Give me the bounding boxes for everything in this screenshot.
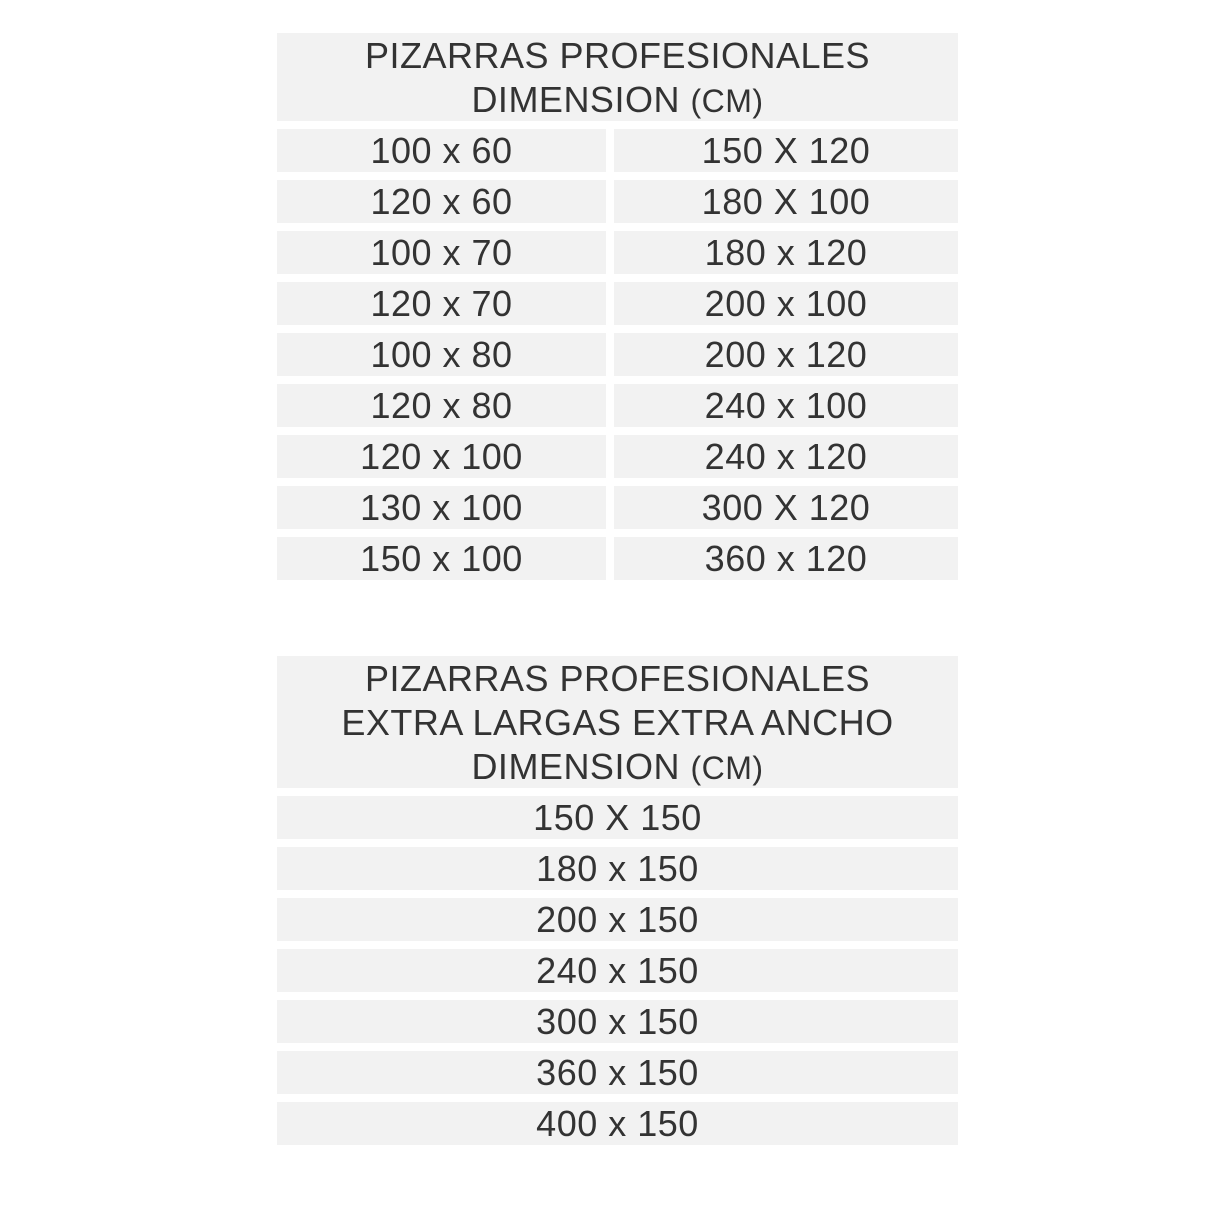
size-cell: 180 X 100 bbox=[614, 180, 958, 223]
table-row bbox=[277, 435, 958, 478]
table-row bbox=[277, 1000, 958, 1043]
table-row bbox=[277, 486, 958, 529]
size-cell: 400 x 150 bbox=[277, 1102, 958, 1145]
header-subtitle: EXTRA LARGAS EXTRA ANCHO bbox=[341, 702, 894, 743]
dimension-label: DIMENSION bbox=[471, 79, 680, 120]
size-cell: 120 x 100 bbox=[277, 435, 606, 478]
size-cell: 130 x 100 bbox=[277, 486, 606, 529]
size-cell: 100 x 70 bbox=[277, 231, 606, 274]
extra-large-sizes-header bbox=[277, 656, 958, 788]
table-row bbox=[277, 847, 958, 890]
size-cell: 200 x 150 bbox=[277, 898, 958, 941]
size-cell: 300 x 150 bbox=[277, 1000, 958, 1043]
size-cell: 200 x 100 bbox=[614, 282, 958, 325]
size-cell: 240 x 100 bbox=[614, 384, 958, 427]
unit-label: (CM) bbox=[690, 750, 764, 786]
dimension-label: DIMENSION bbox=[471, 746, 680, 787]
size-cell: 150 X 150 bbox=[277, 796, 958, 839]
size-cell: 240 x 120 bbox=[614, 435, 958, 478]
size-cell: 180 x 120 bbox=[614, 231, 958, 274]
header-dimension bbox=[277, 745, 958, 790]
table-row bbox=[277, 231, 958, 274]
header-dimension bbox=[277, 78, 958, 123]
extra-large-sizes-table bbox=[277, 656, 958, 1145]
table-row bbox=[277, 384, 958, 427]
table-row bbox=[277, 333, 958, 376]
size-cell: 300 X 120 bbox=[614, 486, 958, 529]
header-title: PIZARRAS PROFESIONALES bbox=[364, 35, 871, 76]
size-cell: 120 x 70 bbox=[277, 282, 606, 325]
size-cell: 100 x 80 bbox=[277, 333, 606, 376]
table-row bbox=[277, 537, 958, 580]
size-cell: 360 x 120 bbox=[614, 537, 958, 580]
table-row bbox=[277, 1051, 958, 1094]
size-cell: 120 x 80 bbox=[277, 384, 606, 427]
table-row bbox=[277, 180, 958, 223]
size-cell: 120 x 60 bbox=[277, 180, 606, 223]
size-cell: 100 x 60 bbox=[277, 129, 606, 172]
table-row bbox=[277, 898, 958, 941]
size-cell: 240 x 150 bbox=[277, 949, 958, 992]
size-cell: 150 X 120 bbox=[614, 129, 958, 172]
standard-sizes-table bbox=[277, 33, 958, 580]
table-row bbox=[277, 796, 958, 839]
table-row bbox=[277, 949, 958, 992]
size-cell: 150 x 100 bbox=[277, 537, 606, 580]
size-cell: 360 x 150 bbox=[277, 1051, 958, 1094]
table-row bbox=[277, 282, 958, 325]
header-title: PIZARRAS PROFESIONALES bbox=[364, 658, 871, 699]
size-cell: 180 x 150 bbox=[277, 847, 958, 890]
standard-sizes-header bbox=[277, 33, 958, 121]
table-row bbox=[277, 1102, 958, 1145]
unit-label: (CM) bbox=[690, 83, 764, 119]
size-cell: 200 x 120 bbox=[614, 333, 958, 376]
table-row bbox=[277, 129, 958, 172]
